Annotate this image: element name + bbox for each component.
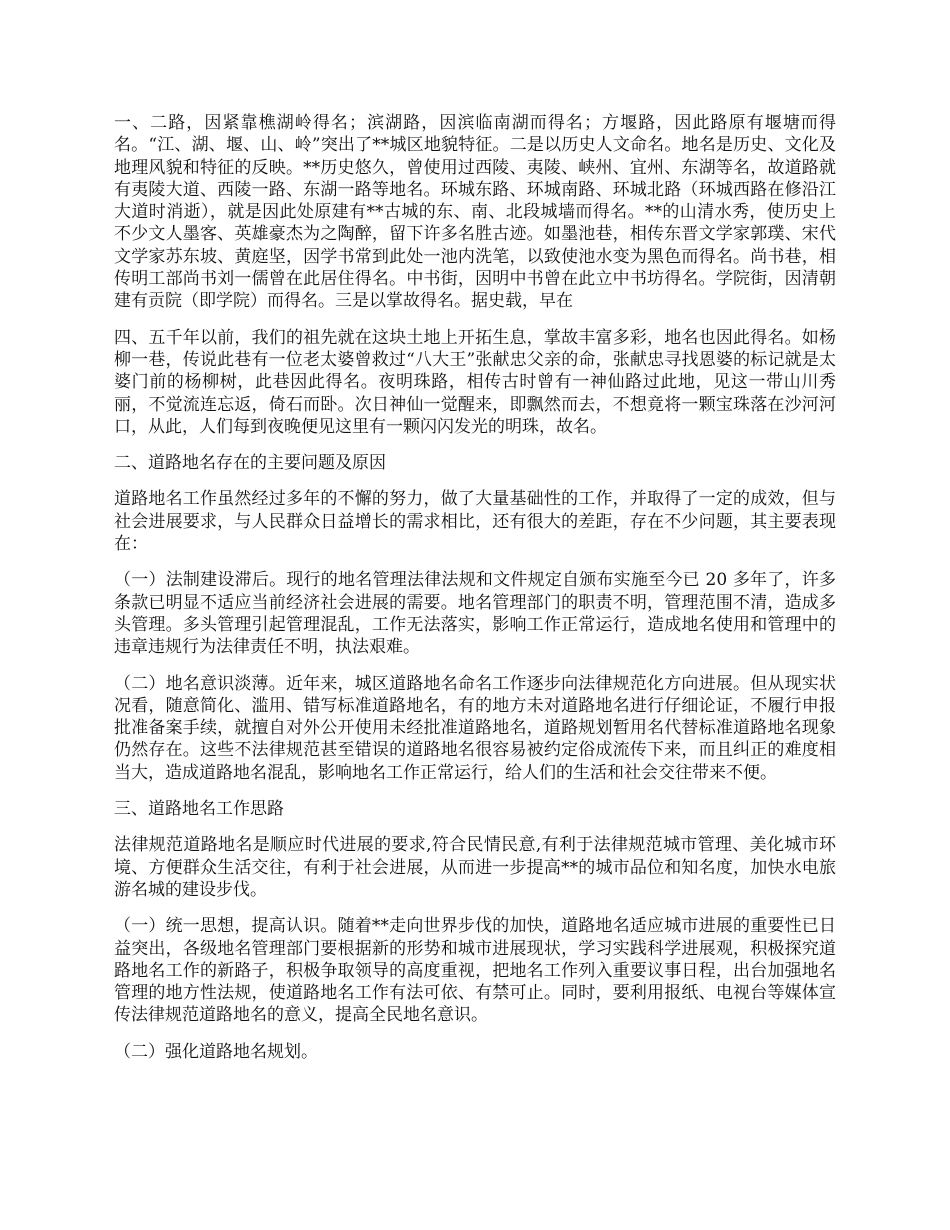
paragraph-street-names-history: 一、二路，因紧靠樵湖岭得名；滨湖路，因滨临南湖而得名；方堰路，因此路原有堰塘而得名。“江、湖、堰、山、岭”突出了**城区地貌特征。二是以历史人文命名。地名是历史、文化及地理风貌和特征的反映。**历史悠久，曾使用过西陵、夷陵、峡州、宜州、东湖等名，故道路就有夷陵大道、西陵一路、东湖一路等地名。环城东路、环城南路、环城北路（环城西路在修沿江大道时消逝），就是因此处原建有**古城的东、南、北段城墙而得名。**的山清水秀，使历史上不少文人墨客、英雄豪杰为之陶醉，留下许多名胜古迹。如墨池巷，相传东晋文学家郭璞、宋代文学家苏东坡、黄庭坚，因学书常到此处一池内洗笔，以致使池水变为黑色而得名。尚书巷，相传明工部尚书刘一儒曾在此居住得名。中书街，因明中书曾在此立中书坊得名。学院街，因清朝建有贡院（即学院）而得名。三是以掌故得名。据史载，早在 bbox=[114, 113, 836, 312]
paragraph-planning-heading: （二）强化道路地名规划。 bbox=[114, 1041, 318, 1062]
paragraph-unify-thinking: （一）统一思想，提高认识。随着**走向世界步伐的加快，道路地名适应城市进展的重要性已日益突出，各级地名管理部门要根据新的形势和城市进展现状，学习实践科学进展观，积极探究道路地名工作的新路子，积极争取领导的高度重视，把地名工作列入重要议事日程，出台加强地名管理的地方性法规，使道路地名工作有法可依、有禁可止。同时，要利用报纸、电视台等媒体宣传法律规范道路地名的意义，提高全民地名意识。 bbox=[114, 916, 836, 1026]
section-heading-approach: 三、道路地名工作思路 bbox=[114, 799, 284, 820]
paragraph-approach-intro: 法律规范道路地名是顺应时代进展的要求,符合民情民意,有利于法律规范城市管理、美化城市环境、方便群众生活交往，有利于社会进展，从而进一步提高**的城市品位和知名度，加快水电旅游名城的建设步伐。 bbox=[114, 835, 836, 900]
paragraph-legal-lag: （一）法制建设滞后。现行的地名管理法律法规和文件规定自颁布实施至今已 20 多年了，许多条款已明显不适应当前经济社会进展的需要。地名管理部门的职责不明，管理范围不清，造成多头管理。多头管理引起管理混乱，工作无法落实，影响工作正常运行，造成地名使用和管理中的违章违规行为法律责任不明，执法艰难。 bbox=[114, 570, 836, 658]
paragraph-problems-intro: 道路地名工作虽然经过多年的不懈的努力，做了大量基础性的工作，并取得了一定的成效，但与社会进展要求，与人民群众日益增长的需求相比，还有很大的差距，存在不少问题，其主要表现在： bbox=[114, 489, 836, 555]
paragraph-awareness-weak: （二）地名意识淡薄。近年来，城区道路地名命名工作逐步向法律规范化方向进展。但从现实状况看，随意简化、滥用、错写标准道路地名，有的地方未对道路地名进行仔细论证，不履行申报批准备案手续，就擅自对外公开使用未经批准道路地名，道路规划暂用名代替标准道路地名现象仍然存在。这些不法律规范甚至错误的道路地名很容易被约定俗成流传下来，而且纠正的难度相当大，造成道路地名混乱，影响地名工作正常运行，给人们的生活和社会交往带来不便。 bbox=[114, 673, 836, 783]
paragraph-folklore-names: 四、五千年以前，我们的祖先就在这块土地上开拓生息，掌故丰富多彩，地名也因此得名。如杨柳一巷，传说此巷有一位老太婆曾救过“八大王”张献忠父亲的命，张献忠寻找恩婆的标记就是太婆门前的杨柳树，此巷因此得名。夜明珠路，相传古时曾有一神仙路过此地，见这一带山川秀丽，不觉流连忘返，倚石而卧。次日神仙一觉醒来，即飘然而去，不想竟将一颗宝珠落在沙河河口，从此，人们每到夜晚便见这里有一颗闪闪发光的明珠，故名。 bbox=[114, 327, 836, 437]
document-body bbox=[114, 112, 836, 1077]
section-heading-problems: 二、道路地名存在的主要问题及原因 bbox=[114, 453, 386, 474]
